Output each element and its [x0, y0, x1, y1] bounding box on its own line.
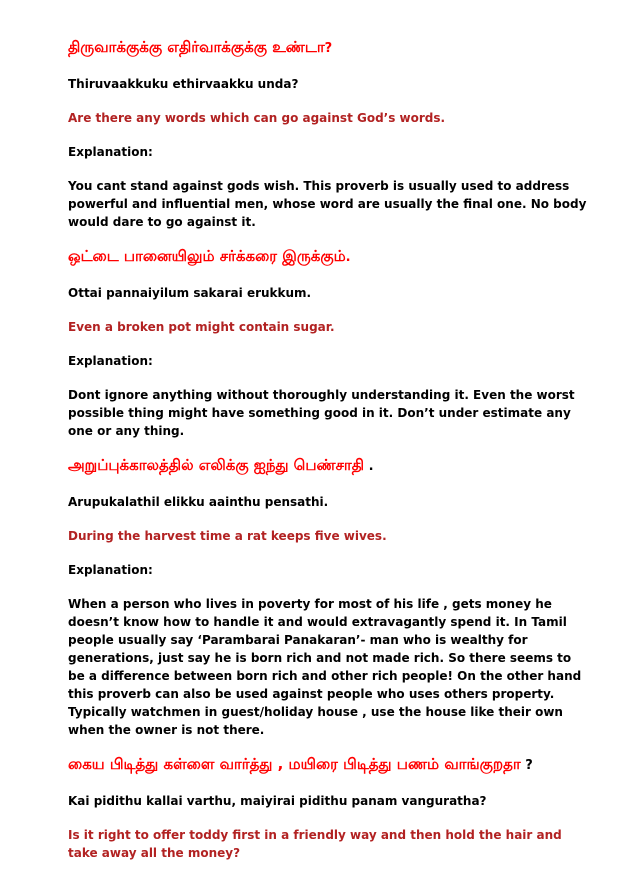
- explanation-text: You cant stand against gods wish. This proverb is usually used to address powerful and influential men, whose word are usually the final one. No body would dare to go against it.: [68, 179, 587, 229]
- proverb-transliteration: Thiruvaakkuku ethirvaakku unda?: [68, 77, 299, 91]
- proverb-tamil-punct: ?: [520, 758, 533, 773]
- explanation-text: When a person who lives in poverty for most of his life , gets money he doesn’t know how to handle it and would extravagantly spend it. In Tamil people usually say ‘Parambarai Panakaran’- man who is wealthy for generations, just say he is born rich and not made rich. So there seems to be a difference between born rich and other rich people! On the other hand this proverb can also be used against people who uses others property. Typically watchmen in guest/holiday house , use the house like their own when the owner is not there.: [68, 597, 582, 737]
- proverb-english: Are there any words which can go against God’s words.: [68, 111, 446, 125]
- proverb-tamil-punct: ?: [324, 41, 333, 56]
- explanation-label: Explanation:: [68, 354, 153, 368]
- proverb-english: Even a broken pot might contain sugar.: [68, 320, 335, 334]
- document-page: [68, 38, 588, 878]
- proverb-english: During the harvest time a rat keeps five wives.: [68, 529, 387, 543]
- proverb-tamil: கைய பிடித்து கள்ளை வார்த்து , மயிரை பிடித்து பணம் வாங்குறதா ?: [68, 755, 533, 773]
- proverb-tamil: ஒட்டை பானையிலும் சர்க்கரை இருக்கும்.: [68, 247, 351, 265]
- proverb-tamil-punct: .: [364, 459, 374, 474]
- proverb-transliteration: Kai pidithu kallai varthu, maiyirai pidithu panam vanguratha?: [68, 794, 487, 808]
- explanation-label: Explanation:: [68, 145, 153, 159]
- explanation-label: Explanation:: [68, 563, 153, 577]
- proverb-transliteration: Arupukalathil elikku aainthu pensathi.: [68, 495, 329, 509]
- proverb-tamil-punct: .: [345, 250, 351, 265]
- explanation-text: Dont ignore anything without thoroughly understanding it. Even the worst possible thing might have something good in it. Don’t under estimate any one or any thing.: [68, 388, 575, 438]
- proverb-3: [68, 456, 588, 739]
- proverb-transliteration: Ottai pannaiyilum sakarai erukkum.: [68, 286, 312, 300]
- proverb-4: [68, 755, 588, 862]
- proverb-tamil: அறுப்புக்காலத்தில் எலிக்கு ஐந்து பெண்சாதி .: [68, 456, 374, 474]
- proverb-1: [68, 38, 588, 231]
- proverb-tamil: திருவாக்குக்கு எதிர்வாக்குக்கு உண்டா?: [68, 38, 333, 56]
- proverb-2: [68, 247, 588, 440]
- proverb-english: Is it right to offer toddy first in a friendly way and then hold the hair and take away all the money?: [68, 828, 562, 860]
